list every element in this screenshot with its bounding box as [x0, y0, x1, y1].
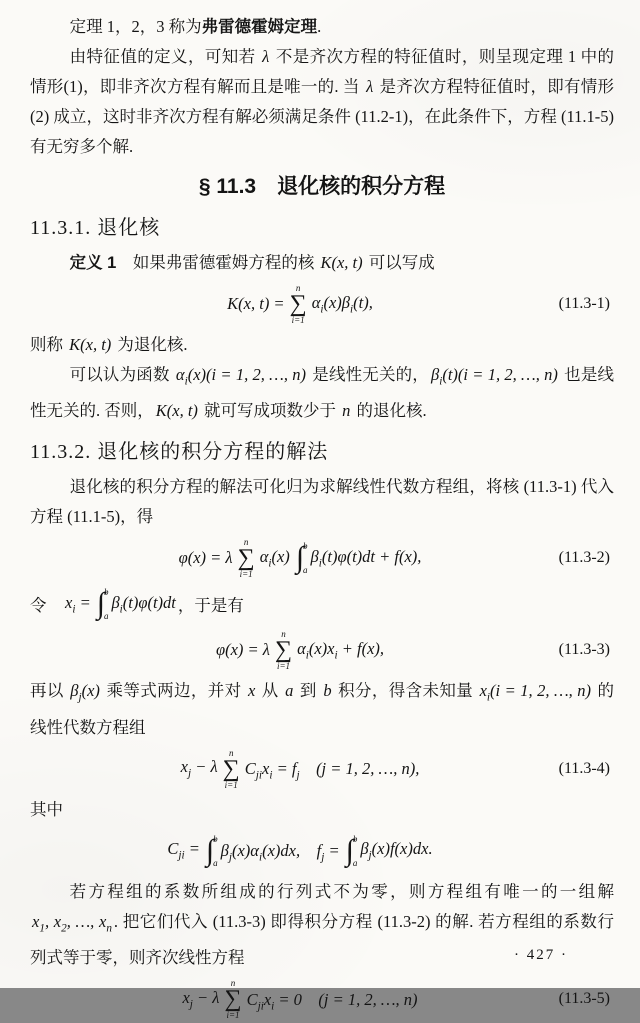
- equation-body: $C_{ji}$ = ∫ b a $\beta_j(x)\alpha_i(x)dx$, $f_j$ = ∫ b a $\beta_j(x)f(x)dx$.: [167, 833, 433, 868]
- equation-number: (11.3-1): [558, 295, 610, 312]
- equation-number: (11.3-5): [558, 989, 610, 1007]
- paragraph-determinant: 若方程组的系数所组成的行列式不为零，则方程组有唯一的一组解 $x_1$, $x_2$, …, $x_n$ . 把它们代入 (11.3-3) 即得积分方程 (11.3-2) 的解. 若方程组的系数行列式等于零，则齐次线性方程: [30, 881, 614, 967]
- paragraph-linear-independence: 可以认为函数 $\alpha_i(x)(i = 1$, 2, …, n) 是线性无关的， $\beta_i(t)(i = 1$, 2, …, n) 也是线性无关的. 否则， K(x, t) 就可写成项数少于 n 的退化核.: [30, 365, 615, 421]
- equation-11-3-3: [30, 626, 614, 674]
- equation-body: K(x, t) = n ∑ i=1 $\alpha_i(x)\beta_i(t)$,: [227, 283, 373, 325]
- paragraph-then-called: 则称 K(x, t) 为退化核.: [30, 335, 188, 354]
- equation-body: $x_j - \lambda$ n ∑ i=1 $C_{ji}x_i = f_j$ (j = 1, 2, …, n),: [180, 747, 420, 790]
- equation-number: (11.3-2): [558, 549, 610, 567]
- paragraph-let-substitution: 令 $x_i$ = ∫ b a $\beta_i(t)\varphi(t)dt$ ，于是有: [30, 587, 244, 622]
- equation-11-3-4: [30, 745, 614, 793]
- equation-body: φ(x) = λ n ∑ i=1 $\alpha_i(x)$ ∫ b a $\beta_i(t)\varphi(t)dt + f(x)$,: [178, 537, 422, 580]
- equation-coefficients: [30, 827, 614, 875]
- paragraph-definition-1: 定义 1 如果弗雷德霍姆方程的核 K(x, t) 可以写成: [69, 253, 435, 272]
- equation-11-3-5: [30, 975, 614, 1023]
- equation-number: (11.3-4): [558, 759, 610, 777]
- paragraph-theorems: 定理 1，2，3 称为弗雷德霍姆定理.: [69, 17, 322, 36]
- paragraph-eigenvalue: 由特征值的定义，可知若 λ 不是齐次方程的特征值时，则呈现定理 1 中的情形(1)，即非齐次方程有解而且是唯一的. 当 λ 是齐次方程特征值时，即有情形 (2) 成立，这时非齐次方程有解必须满足条件 (11.2-1)，在此条件下，方程 (11.1-5) 有无穷多个解.: [30, 47, 615, 156]
- subsection-heading-11-3-2: 11.3.2. 退化核的积分方程的解法: [30, 441, 329, 464]
- equation-11-3-1: [30, 280, 614, 328]
- page-number: · 427 ·: [514, 947, 568, 963]
- paragraph-multiply-integrate: 再以 $\beta_j(x)$ 乘等式两边，并对 x 从 a 到 b 积分，得含未知量 $x_i(i = 1$, 2, …, n) 的线性代数方程组: [30, 681, 615, 737]
- paragraph-where: 其中: [30, 799, 63, 819]
- subsection-heading-11-3-1: 11.3.1. 退化核: [30, 217, 161, 239]
- equation-11-3-2: [30, 534, 614, 582]
- equation-body: φ(x) = λ n ∑ i=1 $\alpha_i(x)x_i + f(x)$,: [215, 629, 385, 672]
- paragraph-solution-method: 退化核的积分方程的解法可化归为求解线性代数方程组，将核 (11.3-1) 代入方程 (11.1-5)，得: [30, 477, 614, 527]
- equation-body: $x_j - \lambda$ n ∑ i=1 $C_{ji}x_i = 0$ (j = 1, 2, …, n): [182, 977, 418, 1020]
- section-heading: § 11.3 退化核的积分方程: [198, 175, 446, 198]
- equation-number: (11.3-3): [558, 641, 610, 659]
